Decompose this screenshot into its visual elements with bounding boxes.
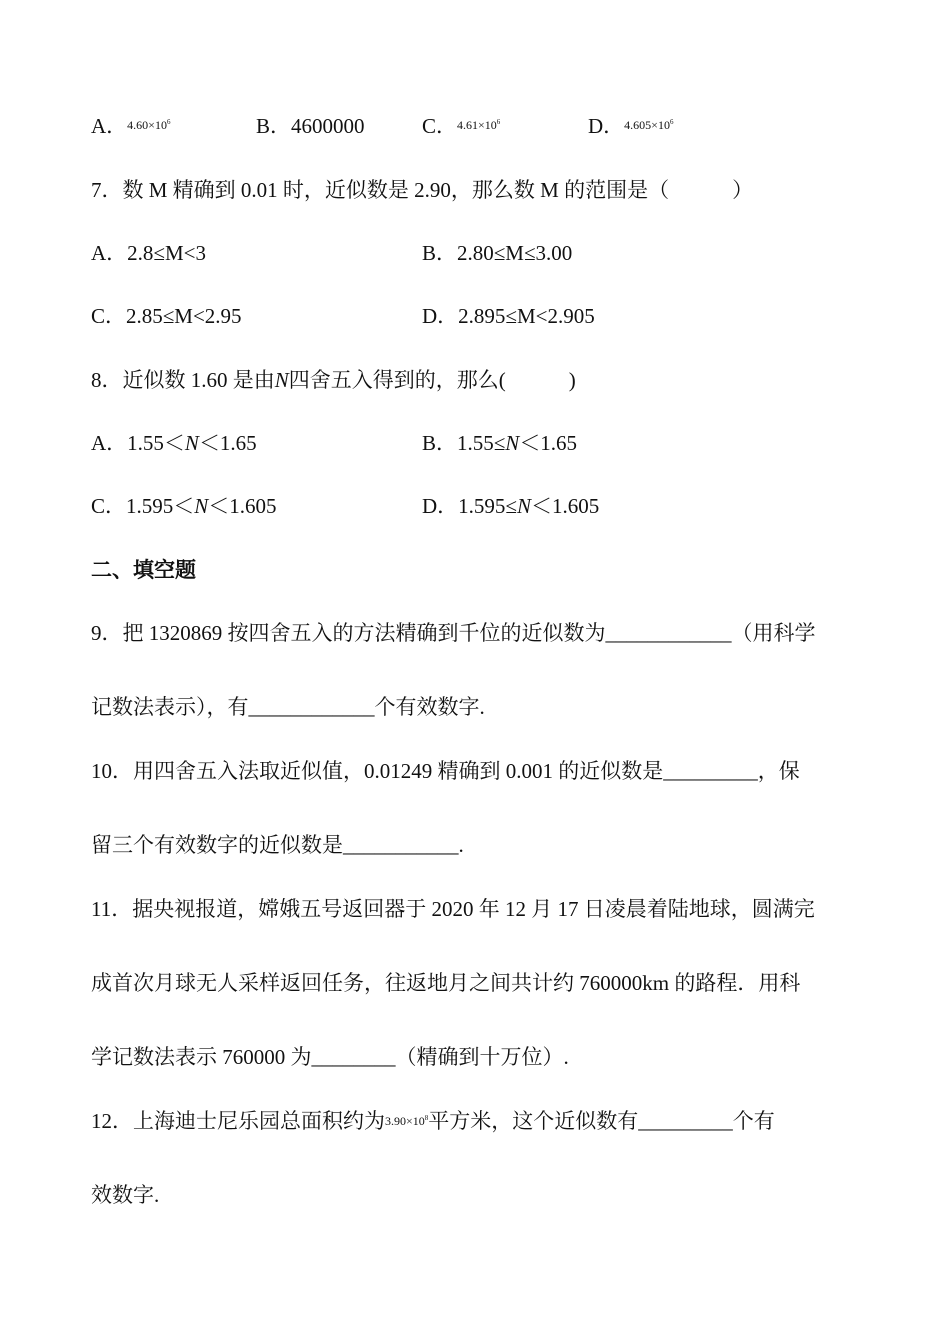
q7-option-c: C．2.85≤M<2.95 xyxy=(91,304,242,328)
question-11-line3: 学记数法表示 760000 为________（精确到十万位）. xyxy=(91,1045,569,1069)
section-heading: 二、填空题 xyxy=(91,558,196,582)
option-value: $4.60\times 10^6$ xyxy=(127,118,171,132)
option-c xyxy=(422,112,500,143)
question-10-line2: 留三个有效数字的近似数是___________. xyxy=(91,833,464,857)
option-a xyxy=(91,112,170,143)
option-label: D． xyxy=(588,114,625,138)
question-11-line1: 11．据央视报道，嫦娥五号返回器于 2020 年 12 月 17 日凌晨着陆地球，圆满完 xyxy=(91,897,815,921)
question-12-line1: 12．上海迪士尼乐园总面积约为$3.90\times 10^8$平方米，这个近似数有_________个有 xyxy=(91,1109,775,1133)
question-8-stem: 8．近似数 1.60 是由N四舍五入得到的，那么( ) xyxy=(91,368,576,392)
question-10-line1: 10．用四舍五入法取近似值，0.01249 精确到 0.001 的近似数是_________，保 xyxy=(91,759,800,783)
question-12-line2: 效数字. xyxy=(91,1183,160,1207)
question-11-line2: 成首次月球无人采样返回任务，往返地月之间共计约 760000km 的路程．用科 xyxy=(91,971,801,995)
q8-option-a: A．1.55＜N＜1.65 xyxy=(91,431,257,455)
q8-option-d: D．1.595≤N＜1.605 xyxy=(422,494,600,518)
option-label: A． xyxy=(91,114,128,138)
q8-option-b: B．1.55≤N＜1.65 xyxy=(422,431,578,455)
option-value: $4.605\times 10^6$ xyxy=(624,118,674,132)
q7-option-b: B．2.80≤M≤3.00 xyxy=(422,241,573,265)
option-value: $4.61\times 10^6$ xyxy=(457,118,501,132)
q8-option-c: C．1.595＜N＜1.605 xyxy=(91,494,277,518)
question-9-line1: 9．把 1320869 按四舍五入的方法精确到千位的近似数为____________（用科学 xyxy=(91,621,816,645)
question-7-stem: 7．数 M 精确到 0.01 时，近似数是 2.90，那么数 M 的范围是（ ） xyxy=(91,178,754,202)
question-9-line2: 记数法表示），有____________个有效数字. xyxy=(91,695,485,719)
option-d xyxy=(588,112,673,143)
q7-option-d: D．2.895≤M<2.905 xyxy=(422,304,595,328)
option-value: 4600000 xyxy=(291,114,365,138)
option-label: C． xyxy=(422,114,458,138)
q7-option-a: A．2.8≤M<3 xyxy=(91,241,206,265)
option-label: B． xyxy=(256,114,292,138)
option-b xyxy=(256,112,365,140)
scientific-number: $3.90\times 10^8$ xyxy=(385,1114,429,1128)
